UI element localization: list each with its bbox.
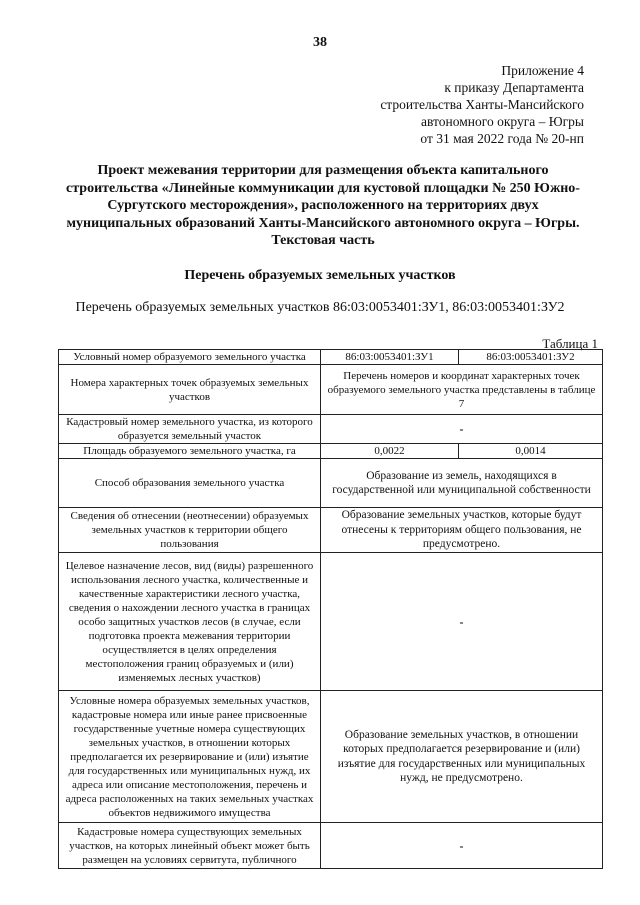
appendix-line-5: от 31 мая 2022 года № 20-нп (420, 131, 584, 146)
appendix-line-3: строительства Ханты-Мансийского (380, 97, 584, 112)
page-number: 38 (313, 35, 327, 50)
table-row (59, 553, 603, 691)
cadastral-origin-label-cell: Кадастровый номер земельного участка, из которого образуется земельный участок (59, 415, 321, 444)
appendix-line-4: автономного округа – Югры (421, 114, 584, 129)
header-label-cell: Условный номер образуемого земельного участка (59, 350, 321, 365)
table-row (59, 444, 603, 459)
appendix-line-1: Приложение 4 (501, 63, 584, 78)
table-row (59, 365, 603, 415)
table-row (59, 823, 603, 869)
table-row (59, 459, 603, 508)
method-value-cell: Образование из земель, находящихся в государственной или муниципальной собственности (321, 459, 603, 508)
public-use-value-cell: Образование земельных участков, которые будут отнесены к территориям общего пользования, не предусмотрено. (321, 508, 603, 553)
points-value-cell: Перечень номеров и координат характерных точек образуемого земельного участка представлены в таблице 7 (321, 365, 603, 415)
forest-value-cell: - (321, 553, 603, 691)
table-row (59, 691, 603, 823)
cadastral-origin-value-cell: - (321, 415, 603, 444)
header-zu2-cell: 86:03:0053401:ЗУ2 (459, 350, 603, 365)
appendix-block (380, 62, 584, 147)
table-caption: Таблица 1 (542, 336, 598, 351)
points-label-cell: Номера характерных точек образуемых земельных участков (59, 365, 321, 415)
parcels-list-line: Перечень образуемых земельных участков 86:03:0053401:ЗУ1, 86:03:0053401:ЗУ2 (75, 300, 565, 315)
table-row (59, 508, 603, 553)
header-zu1-cell: 86:03:0053401:ЗУ1 (321, 350, 459, 365)
area-zu1-cell: 0,0022 (321, 444, 459, 459)
document-title: Проект межевания территории для размещения объекта капитального строительства «Линейные коммуникации для кустовой площадки № 250 Южно-Сургутского месторождения», расположенного на территориях двух муниципальных образований Ханты-Мансийского автономного округа – Югры. Текстовая часть (66, 163, 580, 248)
servitude-label-cell: Кадастровые номера существующих земельных участков, на которых линейный объект может быть размещен на условиях сервитута, публичного (59, 823, 321, 869)
area-zu2-cell: 0,0014 (459, 444, 603, 459)
public-use-label-cell: Сведения об отнесении (неотнесении) образуемых земельных участков к территории общего пользования (59, 508, 321, 553)
forest-label-cell: Целевое назначение лесов, вид (виды) разрешенного использования лесного участка, количественные и качественные характеристики лесного участка, сведения о нахождении лесного участка в границах особо защитных участков лесов (в случае, если подготовка проекта межевания территории осуществляется в целях определения местоположения границ образуемых и (или) изменяемых лесных участков) (59, 553, 321, 691)
table-row (59, 350, 603, 365)
servitude-value-cell: - (321, 823, 603, 869)
appendix-line-2: к приказу Департамента (444, 80, 584, 95)
method-label-cell: Способ образования земельного участка (59, 459, 321, 508)
section-subtitle: Перечень образуемых земельных участков (184, 268, 456, 283)
reservation-label-cell: Условные номера образуемых земельных участков, кадастровые номера или иные ранее присвоенные государственные учетные номера существующих земельных участков, в отношении которых предполагается их резервирование и (или) изъятие для государственных или муниципальных нужд, их адреса или описание местоположения, перечень и адреса расположенных на таких земельных участках объектов недвижимого имущества (59, 691, 321, 823)
area-label-cell: Площадь образуемого земельного участка, га (59, 444, 321, 459)
reservation-value-cell: Образование земельных участков, в отношении которых предполагается резервирование и (или) изъятие для государственных или муниципальных нужд, не предусмотрено. (321, 691, 603, 823)
parcels-table (58, 349, 603, 869)
table-row (59, 415, 603, 444)
